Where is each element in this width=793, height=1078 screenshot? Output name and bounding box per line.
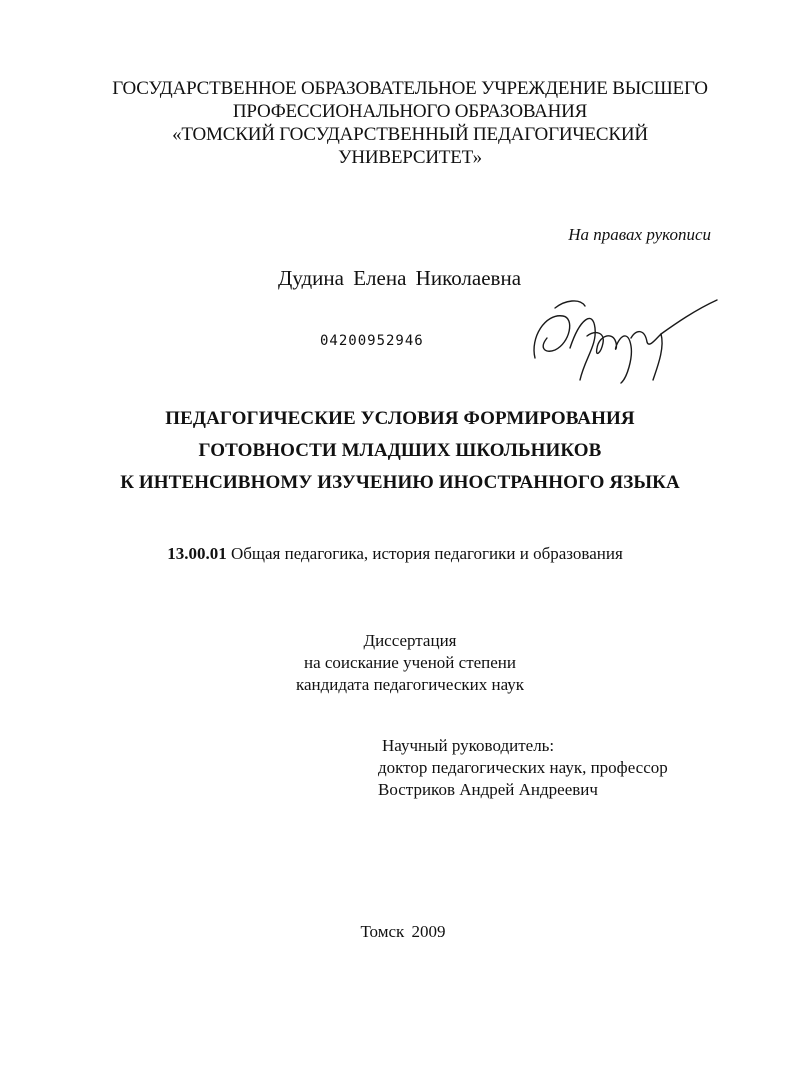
degree-block: [200, 630, 620, 696]
degree-line: кандидата педагогических наук: [295, 675, 525, 694]
degree-line: на соискание ученой степени: [303, 653, 517, 672]
catalog-number: 04200952946: [320, 333, 424, 349]
supervisor-credentials: доктор педагогических наук, профессор: [378, 758, 668, 777]
institution-line: ПРОФЕССИОНАЛЬНОГО ОБРАЗОВАНИЯ: [232, 101, 588, 122]
supervisor-name: Востриков Андрей Андреевич: [378, 780, 598, 799]
institution-line: ГОСУДАРСТВЕННОЕ ОБРАЗОВАТЕЛЬНОЕ УЧРЕЖДЕНИЕ ВЫСШЕГО: [112, 78, 708, 99]
supervisor-heading: Научный руководитель:: [382, 736, 555, 755]
manuscript-rights-note: На правах рукописи: [568, 225, 711, 244]
degree-line: Диссертация: [363, 631, 457, 650]
specialty-name: Общая педагогика, история педагогики и образования: [230, 544, 623, 563]
author-name: Дудина Елена Николаевна: [278, 266, 522, 290]
title-line: ПЕДАГОГИЧЕСКИЕ УСЛОВИЯ ФОРМИРОВАНИЯ: [165, 408, 635, 429]
specialty-line: [60, 544, 730, 564]
institution-line: УНИВЕРСИТЕТ»: [338, 147, 482, 168]
institution-header: [60, 77, 760, 169]
city-year: Томск 2009: [360, 922, 446, 941]
institution-line: «ТОМСКИЙ ГОСУДАРСТВЕННЫЙ ПЕДАГОГИЧЕСКИЙ: [172, 124, 648, 145]
dissertation-title: [60, 403, 740, 499]
title-line: К ИНТЕНСИВНОМУ ИЗУЧЕНИЮ ИНОСТРАННОГО ЯЗЫКА: [120, 472, 680, 493]
title-line: ГОТОВНОСТИ МЛАДШИХ ШКОЛЬНИКОВ: [198, 440, 602, 461]
signature-icon: [525, 288, 725, 388]
supervisor-block: [378, 735, 668, 801]
specialty-code: 13.00.01: [167, 544, 227, 563]
